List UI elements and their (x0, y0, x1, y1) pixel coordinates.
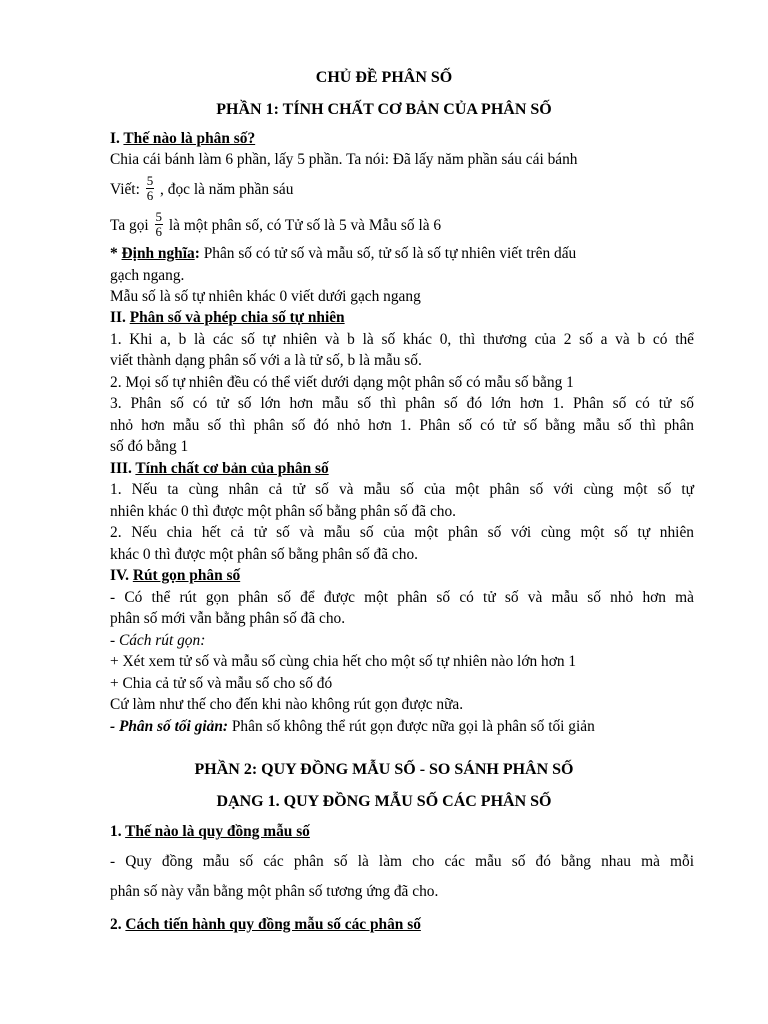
q1-number: 1. (110, 823, 126, 840)
section-1-number: I (110, 130, 116, 147)
section-3-heading (110, 459, 694, 479)
definition-star: * (110, 245, 122, 262)
document-title: CHỦ ĐỀ PHÂN SỐ (315, 69, 453, 86)
fraction-five-sixths (146, 174, 155, 203)
fraction-five-sixths (155, 210, 164, 239)
fraction-denominator: 6 (146, 188, 154, 203)
section-4-number: IV. (110, 567, 133, 584)
reduction-step-1: + Xét xem tử số và mẫu số cùng chia hết cho một số tự nhiên nào lớn hơn 1 (110, 653, 577, 670)
part2-q1-line-2: phân số này vẫn bằng một phân số tương ứng đã cho. (110, 883, 439, 900)
section-1-heading: I. Thế nào là phân số? (110, 130, 256, 147)
part1-heading: PHẦN 1: TÍNH CHẤT CƠ BẢN CỦA PHÂN SỐ (216, 101, 552, 118)
section-1-write-line (110, 173, 694, 205)
section-2-p3-line-3: số đó bằng 1 (110, 438, 189, 455)
section-3-p2-line-2: khác 0 thì được một phân số bằng phân số đã cho. (110, 546, 418, 563)
definition-text: Phân số có tử số và mẫu số, tử số là số tự nhiên viết trên dấu (199, 245, 577, 262)
definition-colon: : (194, 245, 200, 262)
q1-title: Thế nào là quy đồng mẫu số (125, 823, 310, 840)
reduction-step-3: Cứ làm như thế cho đến khi nào không rút gọn được nữa. (110, 696, 464, 713)
write-prefix: Viết: (110, 181, 144, 199)
part2-q2-heading (110, 915, 694, 935)
section-4-heading (110, 566, 694, 586)
section-4-p1-line-1: - Có thể rút gọn phân số để được một phân số có tử số và mẫu số nhỏ hơn mà (110, 589, 694, 606)
section-1-call-line (110, 209, 694, 241)
section-2-p1-line-2: viết thành dạng phân số với a là tử số, b là mẫu số. (110, 352, 422, 369)
section-4-title: Rút gọn phân số (132, 567, 241, 584)
definition-label: Định nghĩa (121, 245, 195, 262)
call-suffix: là một phân số, có Tử số là 5 và Mẫu số là 6 (165, 217, 442, 235)
write-suffix: , đọc là năm phần sáu (156, 181, 294, 199)
q2-title: Cách tiến hành quy đồng mẫu số các phân số (125, 916, 421, 933)
definition-line-3: Mẫu số là số tự nhiên khác 0 viết dưới gạch ngang (110, 288, 421, 305)
section-2-p2: 2. Mọi số tự nhiên đều có thể viết dưới dạng một phân số có mẫu số bằng 1 (110, 374, 574, 391)
fraction-denominator: 6 (155, 224, 163, 239)
call-prefix: Ta gọi (110, 217, 153, 235)
fraction-numerator: 5 (146, 173, 154, 188)
irreducible-label: - Phân số tối giản: (110, 718, 229, 735)
part2-q1-line-1: - Quy đồng mẫu số các phân số là làm cho các mẫu số đó bằng nhau mà mỗi (110, 853, 694, 870)
section-1-title: Thế nào là phân số? (123, 130, 256, 147)
definition-line-2: gạch ngang. (110, 267, 185, 284)
section-2-heading (110, 308, 694, 328)
section-2-p3-line-2: nhỏ hơn mẫu số thì phân số đó nhỏ hơn 1. Phân số có tử số bằng mẫu số thì phân (110, 417, 694, 434)
fraction-numerator: 5 (155, 209, 163, 224)
section-2-p3-line-1: 3. Phân số có tử số lớn hơn mẫu số thì phân số đó lớn hơn 1. Phân số có tử số (110, 395, 694, 412)
section-4-p1-line-2: phân số mới vẫn bằng phân số đã cho. (110, 610, 346, 627)
section-2-number: II. (110, 309, 130, 326)
section-3-p1-line-1: 1. Nếu ta cùng nhân cả tử số và mẫu số của một phân số với cùng một số tự (110, 481, 694, 498)
section-3-p2-line-1: 2. Nếu chia hết cả tử số và mẫu số của một phân số với cùng một số tự nhiên (110, 524, 694, 541)
reduction-step-2: + Chia cả tử số và mẫu số cho số đó (110, 675, 333, 692)
section-2-p1-line-1: 1. Khi a, b là các số tự nhiên và b là số khác 0, thì thương của 2 số a và b có thể (110, 331, 694, 348)
section-1-intro: Chia cái bánh làm 6 phần, lấy 5 phần. Ta nói: Đã lấy năm phần sáu cái bánh (110, 151, 578, 168)
definition-line-1 (110, 244, 694, 264)
section-2-title: Phân số và phép chia số tự nhiên (129, 309, 345, 326)
irreducible-fraction-line (110, 717, 694, 737)
part2-q1-heading (110, 822, 694, 842)
irreducible-text: Phân số không thể rút gọn được nữa gọi là phân số tối giản (228, 718, 595, 735)
reduction-method-label: - Cách rút gọn: (110, 632, 206, 649)
q2-number: 2. (110, 916, 126, 933)
section-3-p1-line-2: nhiên khác 0 thì được một phân số bằng phân số đã cho. (110, 503, 457, 520)
section-3-title: Tính chất cơ bản của phân số (135, 460, 329, 477)
section-3-number: III. (110, 460, 136, 477)
part2-heading: PHẦN 2: QUY ĐỒNG MẪU SỐ - SO SÁNH PHÂN SỐ (194, 761, 574, 778)
part2-subheading: DẠNG 1. QUY ĐỒNG MẪU SỐ CÁC PHÂN SỐ (216, 793, 552, 810)
